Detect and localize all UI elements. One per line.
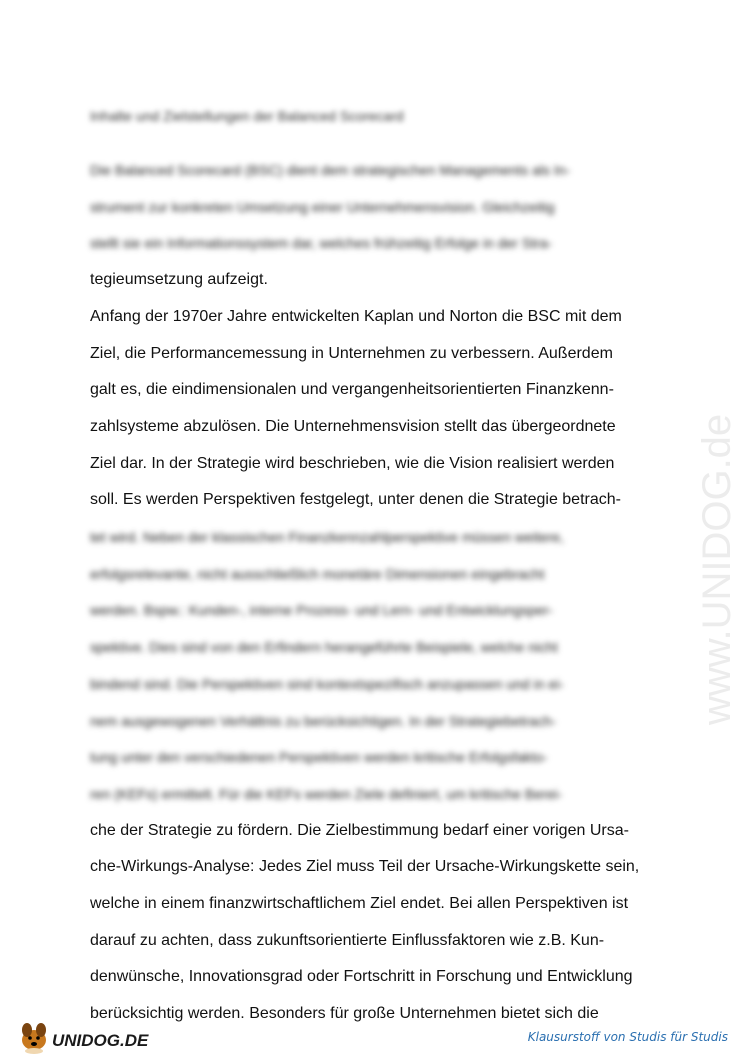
dog-icon	[22, 1023, 46, 1054]
text-line: spektive. Dies sind von den Erfindern herangeführte Beispiele, welche nicht	[90, 639, 558, 656]
text-line: Die Balanced Scorecard (BSC) dient dem strategischen Managements als In-	[90, 162, 571, 178]
footer-tagline: Klausurstoff von Studis für Studis	[527, 1030, 728, 1044]
text-line: che-Wirkungs-Analyse: Jedes Ziel muss Teil der Ursache-Wirkungskette sein,	[90, 858, 640, 876]
text-line: stellt sie ein Informationssystem dar, welches frühzeitig Erfolge in der Stra-	[90, 235, 553, 252]
text-line: tegieumsetzung aufzeigt.	[90, 271, 268, 289]
logo-text: UNIDOG.DE	[52, 1031, 149, 1050]
text-line: che der Strategie zu fördern. Die Zielbestimmung bedarf einer vorigen Ursa-	[90, 821, 629, 839]
text-line: erfolgsrelevante, nicht ausschließlich monetäre Dimensionen eingebracht	[90, 565, 545, 582]
text-line: nem ausgewogenen Verhältnis zu berücksichtigen. In der Strategiebetrach-	[90, 712, 557, 729]
unidog-watermark	[690, 280, 750, 730]
text-line: welche in einem finanzwirtschaftlichem Ziel endet. Bei allen Perspektiven ist	[90, 895, 629, 912]
text-line: Ziel, die Performancemessung in Unternehmen zu verbessern. Außerdem	[90, 344, 613, 362]
text-line: galt es, die eindimensionalen und vergangenheitsorientierten Finanzkenn-	[90, 381, 614, 399]
document-title: Inhalte und Zielstellungen der Balanced Scorecard	[90, 108, 404, 124]
text-line: ren (KEFs) ermittelt. Für die KEFs werden Ziele definiert, um kritische Berei-	[90, 785, 563, 802]
unidog-logo	[14, 1016, 184, 1056]
text-line: darauf zu achten, dass zukunftsorientierte Einflussfaktoren wie z.B. Kun-	[90, 931, 605, 949]
text-line: bindend sind. Die Perspektiven sind kontextspezifisch anzupassen und in ei-	[90, 675, 564, 692]
text-line: strument zur konkreten Umsetzung einer Unternehmensvision. Gleichzeitig	[90, 198, 555, 215]
watermark-text: www.UNIDOG.de	[695, 413, 739, 725]
text-line: Anfang der 1970er Jahre entwickelten Kaplan und Norton die BSC mit dem	[90, 307, 622, 325]
text-line: tung unter den verschiedenen Perspektiven werden kritische Erfolgsfakto-	[90, 749, 548, 766]
text-line: tet wird. Neben der klassischen Finanzkennzahlperspektive müssen weitere,	[90, 529, 564, 545]
text-line: berücksichtig werden. Besonders für große Unternehmen bietet sich die	[90, 1005, 599, 1023]
text-line: denwünsche, Innovationsgrad oder Fortschritt in Forschung und Entwicklung	[90, 968, 633, 986]
text-line: soll. Es werden Perspektiven festgelegt, unter denen die Strategie betrach-	[90, 491, 621, 509]
text-line: werden. Bspw.: Kunden-, interne Prozess- und Lern- und Entwicklungsper-	[90, 602, 554, 619]
text-line: zahlsysteme abzulösen. Die Unternehmensvision stellt das übergeordnete	[90, 417, 616, 435]
text-line: Ziel dar. In der Strategie wird beschrieben, wie die Vision realisiert werden	[90, 454, 615, 472]
